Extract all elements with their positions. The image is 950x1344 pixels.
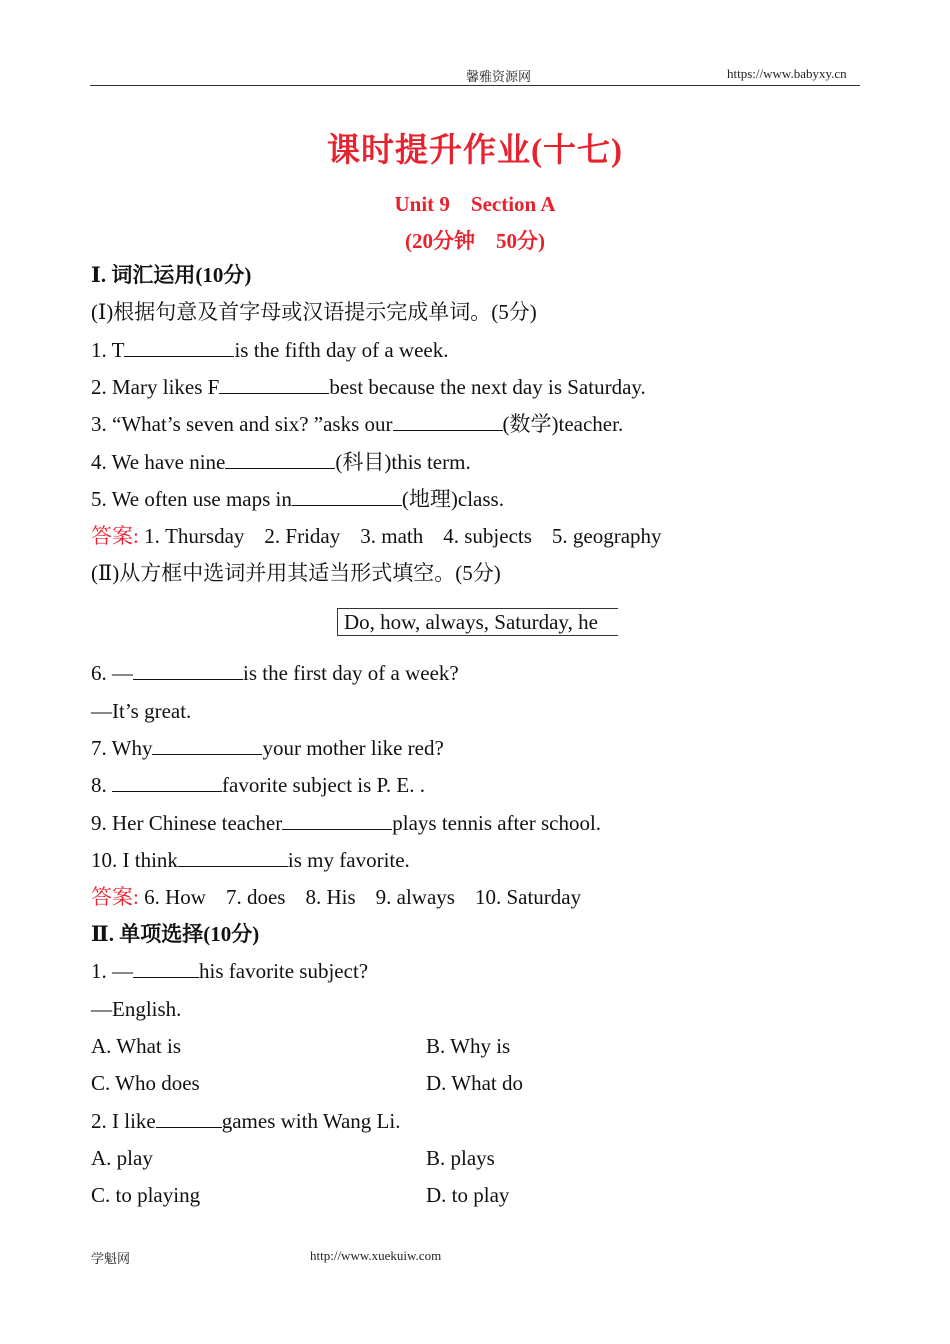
mc2-option-c: C. to playing — [91, 1183, 201, 1207]
footer-url[interactable]: http://www.xuekuiw.com — [310, 1248, 442, 1263]
mc1-blank — [133, 959, 199, 978]
question-1 — [91, 337, 448, 363]
answer-label: 答案: — [91, 524, 139, 548]
q2-post: best because the next day is Saturday. — [329, 375, 646, 399]
q10-pre: 10. I think — [91, 848, 178, 872]
mc1-reply: —English. — [91, 997, 182, 1021]
word-box: Do, how, always, Saturday, he — [337, 608, 618, 636]
question-8 — [91, 772, 425, 798]
q7-post: your mother like red? — [262, 736, 444, 760]
answer-item: 7. does — [225, 885, 286, 909]
q7-pre: 7. Why — [91, 736, 153, 760]
question-3 — [91, 411, 623, 437]
part1-sub1-instruction: (Ⅰ)根据句意及首字母或汉语提示完成单词。(5分) — [91, 300, 537, 324]
q2-pre: 2. Mary likes F — [91, 375, 220, 399]
mc1-post: his favorite subject? — [199, 959, 369, 983]
q3-post: (数学)teacher. — [502, 412, 624, 436]
q5-post: (地理)class. — [401, 487, 504, 511]
q8-blank — [112, 773, 222, 792]
answer-line-1 — [91, 523, 682, 549]
q4-pre: 4. We have nine — [91, 450, 226, 474]
mc2-option-d: D. to play — [426, 1183, 510, 1207]
answer-item: 9. always — [375, 885, 455, 909]
q6-pre: 6. — — [91, 661, 133, 685]
question-6 — [91, 660, 459, 686]
q9-post: plays tennis after school. — [392, 811, 602, 835]
question-10 — [91, 847, 410, 873]
mc-question-2 — [91, 1108, 400, 1134]
answer-item: 3. math — [360, 524, 424, 548]
q8-post: favorite subject is P. E. . — [222, 773, 425, 797]
header-site: 馨雅资源网 — [466, 69, 532, 84]
question-5 — [91, 486, 504, 512]
q9-pre: 9. Her Chinese teacher — [91, 811, 283, 835]
answer-item: 10. Saturday — [474, 885, 582, 909]
part2-heading: Ⅱ. 单项选择(10分) — [91, 922, 260, 946]
question-9 — [91, 810, 601, 836]
q1-pre: 1. T — [91, 338, 125, 362]
mc2-option-a: A. play — [91, 1146, 153, 1170]
mc2-post: games with Wang Li. — [221, 1109, 401, 1133]
answer-item: 5. geography — [551, 524, 662, 548]
answer-item: 4. subjects — [443, 524, 532, 548]
mc1-option-b: B. Why is — [426, 1034, 511, 1058]
q4-post: (科目)this term. — [335, 450, 471, 474]
q1-post: is the fifth day of a week. — [234, 338, 449, 362]
answer-item: 2. Friday — [264, 524, 341, 548]
q5-pre: 5. We often use maps in — [91, 487, 292, 511]
header-divider — [90, 85, 860, 86]
question-2 — [91, 374, 646, 400]
q1-blank — [124, 338, 234, 357]
q3-pre: 3. “What’s seven and six? ”asks our — [91, 412, 393, 436]
q10-blank — [178, 848, 288, 867]
mc2-blank — [156, 1109, 222, 1128]
mc-question-1 — [91, 958, 368, 984]
q6-post: is the first day of a week? — [243, 661, 459, 685]
part1-sub2-instruction: (Ⅱ)从方框中选词并用其适当形式填空。(5分) — [91, 561, 501, 585]
mc1-option-d: D. What do — [426, 1071, 524, 1095]
answer-line-2 — [91, 884, 601, 910]
q4-blank — [225, 450, 335, 469]
page-subtitle: Unit 9 Section A — [394, 192, 556, 216]
answer-item: 6. How — [144, 885, 206, 909]
q8-pre: 8. — [91, 773, 112, 797]
question-6-reply: —It’s great. — [91, 699, 192, 723]
mc1-option-a: A. What is — [91, 1034, 182, 1058]
time-score: (20分钟 50分) — [405, 229, 545, 253]
q7-blank — [152, 736, 262, 755]
question-4 — [91, 449, 471, 475]
q6-blank — [133, 661, 243, 680]
mc2-option-b: B. plays — [426, 1146, 495, 1170]
header-url[interactable]: https://www.babyxy.cn — [727, 66, 847, 81]
page-title: 课时提升作业(十七) — [327, 133, 623, 169]
mc1-option-c: C. Who does — [91, 1071, 200, 1095]
answer-item: 1. Thursday — [144, 524, 245, 548]
question-7 — [91, 735, 444, 761]
mc2-pre: 2. I like — [91, 1109, 156, 1133]
q10-post: is my favorite. — [287, 848, 410, 872]
footer-site: 学魁网 — [91, 1251, 131, 1266]
q2-blank — [219, 375, 329, 394]
answer-item: 8. His — [305, 885, 356, 909]
q9-blank — [282, 811, 392, 830]
q5-blank — [292, 487, 402, 506]
mc1-pre: 1. — — [91, 959, 133, 983]
answer-label: 答案: — [91, 885, 139, 909]
q3-blank — [393, 412, 503, 431]
part1-heading: Ⅰ. 词汇运用(10分) — [91, 263, 252, 287]
